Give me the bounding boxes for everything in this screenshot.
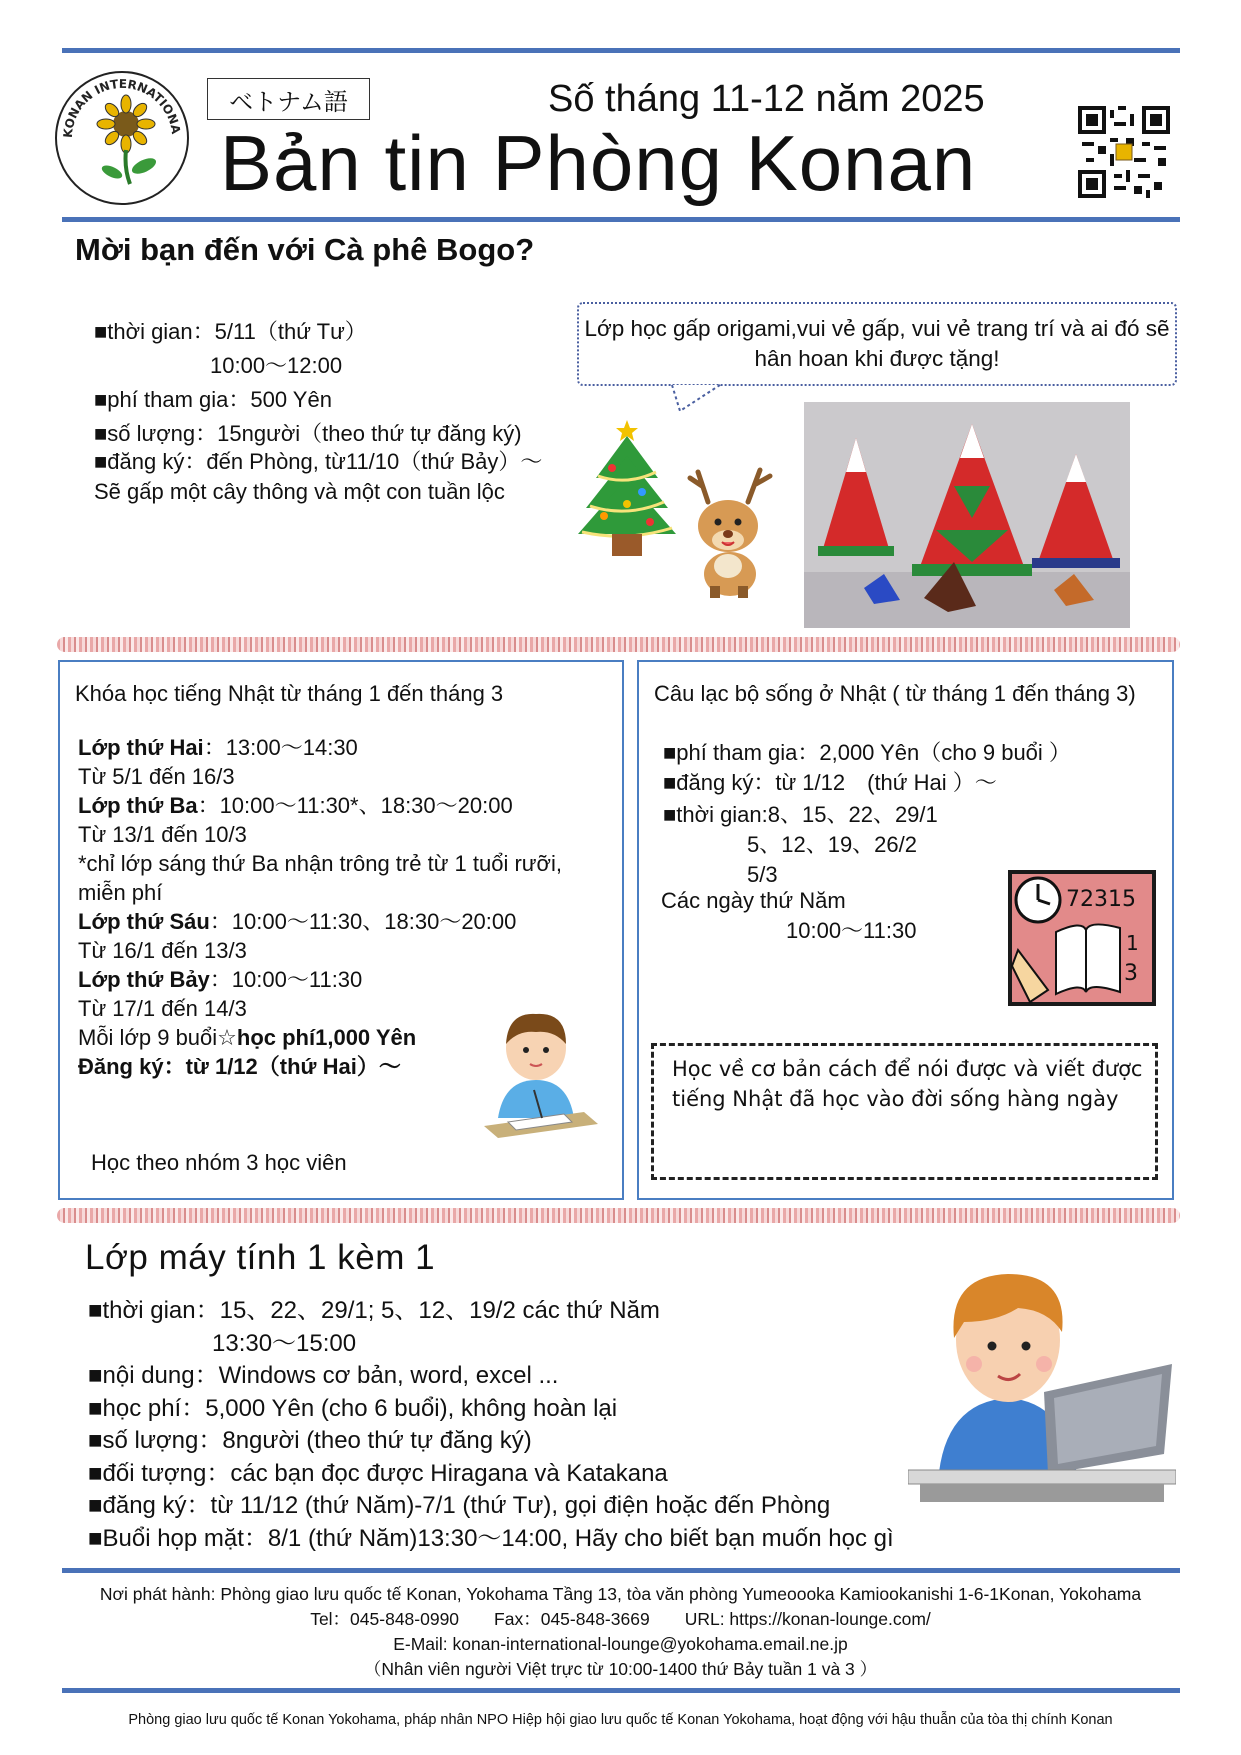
life-club-dates-feb: 5、12、19、26/2	[747, 832, 917, 857]
japanese-class-title: Khóa học tiếng Nhật từ tháng 1 đến tháng 3	[75, 681, 504, 706]
clock-book-icon	[1008, 870, 1156, 1006]
info-line: ■đăng ký：từ 11/12 (thứ Năm)-7/1 (thứ Tư), gọi điện hoặc đến Phòng	[88, 1492, 831, 1519]
schedule-line: Lớp thứ Hai：13:00～14:30	[78, 735, 358, 760]
christmas-tree-icon	[572, 412, 682, 562]
computer-class-title: Lớp máy tính 1 kèm 1	[85, 1238, 436, 1277]
language-tag: ベトナム語	[207, 78, 370, 120]
fee-line: Mỗi lớp 9 buổi☆học phí1,000 Yên	[78, 1025, 417, 1050]
issue-label: Số tháng 11-12 năm 2025	[548, 78, 985, 120]
konan-logo	[52, 68, 192, 208]
life-club-time: ■thời gian:8、15、22、29/1	[663, 802, 938, 827]
info-line: ■Buổi họp mặt：8/1 (thứ Năm)13:30～14:00, Hãy cho biết bạn muốn học gì	[88, 1524, 894, 1552]
qr-code[interactable]	[1078, 106, 1170, 198]
info-line: ■đối tượng：các bạn đọc được Hiragana và Katakana	[88, 1459, 668, 1487]
schedule-line: Lớp thứ Bảy：10:00～11:30	[78, 967, 363, 992]
life-club-register: ■đăng ký：từ 1/12 (thứ Hai ）～	[663, 770, 997, 795]
info-line: ■số lượng：8người (theo thứ tự đăng ký)	[88, 1427, 532, 1454]
computer-class-info	[88, 1295, 894, 1555]
divider-2	[57, 1208, 1180, 1223]
bogo-description: Sẽ gấp một cây thông và một con tuần lộc	[94, 479, 505, 504]
speech-bubble: Lớp học gấp origami,vui vẻ gấp, vui vẻ trang trí và ai đó sẽ hân hoan khi được tặng!	[577, 302, 1177, 386]
info-line: 13:30～15:00	[212, 1329, 357, 1357]
divider-1	[57, 637, 1180, 652]
life-club-note-box: Học về cơ bản cách để nói được và viết được tiếng Nhật đã học vào đời sống hàng ngày	[651, 1043, 1158, 1180]
footer-rule-bottom	[62, 1688, 1180, 1693]
bogo-fee: ■phí tham gia：500 Yên	[94, 387, 332, 412]
svg-text:1: 1	[1126, 931, 1139, 955]
top-rule	[62, 48, 1180, 53]
reindeer-icon	[680, 462, 780, 598]
schedule-line: Lớp thứ Ba：10:00～11:30*、18:30～20:00	[78, 793, 513, 818]
schedule-line: Từ 13/1 đến 10/3	[78, 822, 247, 847]
life-club-title: Câu lạc bộ sống ở Nhật ( từ tháng 1 đến tháng 3)	[654, 681, 1136, 706]
page-title: Bản tin Phòng Konan	[220, 119, 977, 207]
schedule-line: Từ 5/1 đến 16/3	[78, 764, 235, 789]
bogo-time: ■thời gian：5/11（thứ Tư）	[94, 319, 367, 344]
bottom-note: Phòng giao lưu quốc tế Konan Yokohama, pháp nhân NPO Hiệp hội giao lưu quốc tế Konan Yokohama, hoạt động với hậu thuẫn của tòa thị chính Konan	[128, 1712, 1113, 1728]
footer-publisher: Nơi phát hành: Phòng giao lưu quốc tế Konan, Yokohama Tầng 13, tòa văn phòng Yumeoooka Kamiookanishi 1-6-1Konan, Yokohama	[99, 1584, 1142, 1604]
bogo-capacity: ■số lượng：15người（theo thứ tự đăng ký)	[94, 421, 522, 446]
schedule-line: Lớp thứ Sáu：10:00～11:30、18:30～20:00	[78, 909, 517, 934]
schedule-line: Từ 16/1 đến 13/3	[78, 938, 247, 963]
svg-text:3: 3	[1124, 961, 1138, 986]
man-laptop-icon	[908, 1252, 1176, 1502]
register-line: Đăng ký：từ 1/12（thứ Hai）～	[78, 1054, 401, 1079]
bogo-hours: 10:00～12:00	[210, 353, 343, 378]
bubble-tail-icon	[670, 383, 730, 413]
studying-boy-icon	[474, 1000, 600, 1140]
header-rule	[62, 217, 1180, 222]
info-line: ■thời gian：15、22、29/1; 5、12、19/2 các thứ Năm	[88, 1297, 660, 1324]
origami-photo	[804, 402, 1130, 628]
footer-staff: （Nhân viên người Việt trực từ 10:00-1400 thứ Bảy tuần 1 và 3 ）	[363, 1659, 878, 1679]
bogo-register: ■đăng ký：đến Phòng, từ11/10（thứ Bảy）～	[94, 449, 543, 474]
info-line: ■học phí：5,000 Yên (cho 6 buổi), không hoàn lại	[88, 1394, 618, 1422]
footer-email: E-Mail: konan-international-lounge@yokohama.email.ne.jp	[393, 1634, 848, 1654]
info-line: ■nội dung：Windows cơ bản, word, excel ...	[88, 1362, 559, 1389]
bogo-title: Mời bạn đến với Cà phê Bogo?	[75, 232, 535, 267]
life-club-fee: ■phí tham gia：2,000 Yên（cho 9 buổi ）	[663, 740, 1071, 765]
schedule-line: miễn phí	[78, 880, 163, 905]
schedule-line: Từ 17/1 đến 14/3	[78, 996, 247, 1021]
life-club-day: Các ngày thứ Năm	[661, 888, 846, 913]
group-note: Học theo nhóm 3 học viên	[91, 1150, 347, 1175]
schedule-line: *chỉ lớp sáng thứ Ba nhận trông trẻ từ 1 tuổi rưỡi,	[78, 851, 562, 876]
footer-contact: Tel：045-848-0990 Fax：045-848-3669 URL: https://konan-lounge.com/	[310, 1609, 931, 1629]
footer-rule-top	[62, 1568, 1180, 1573]
life-club-dates-mar: 5/3	[747, 862, 778, 887]
life-club-hours: 10:00～11:30	[786, 918, 917, 943]
svg-text:72315: 72315	[1066, 887, 1136, 912]
logo-text: KONAN INTERNATIONA	[60, 76, 183, 139]
